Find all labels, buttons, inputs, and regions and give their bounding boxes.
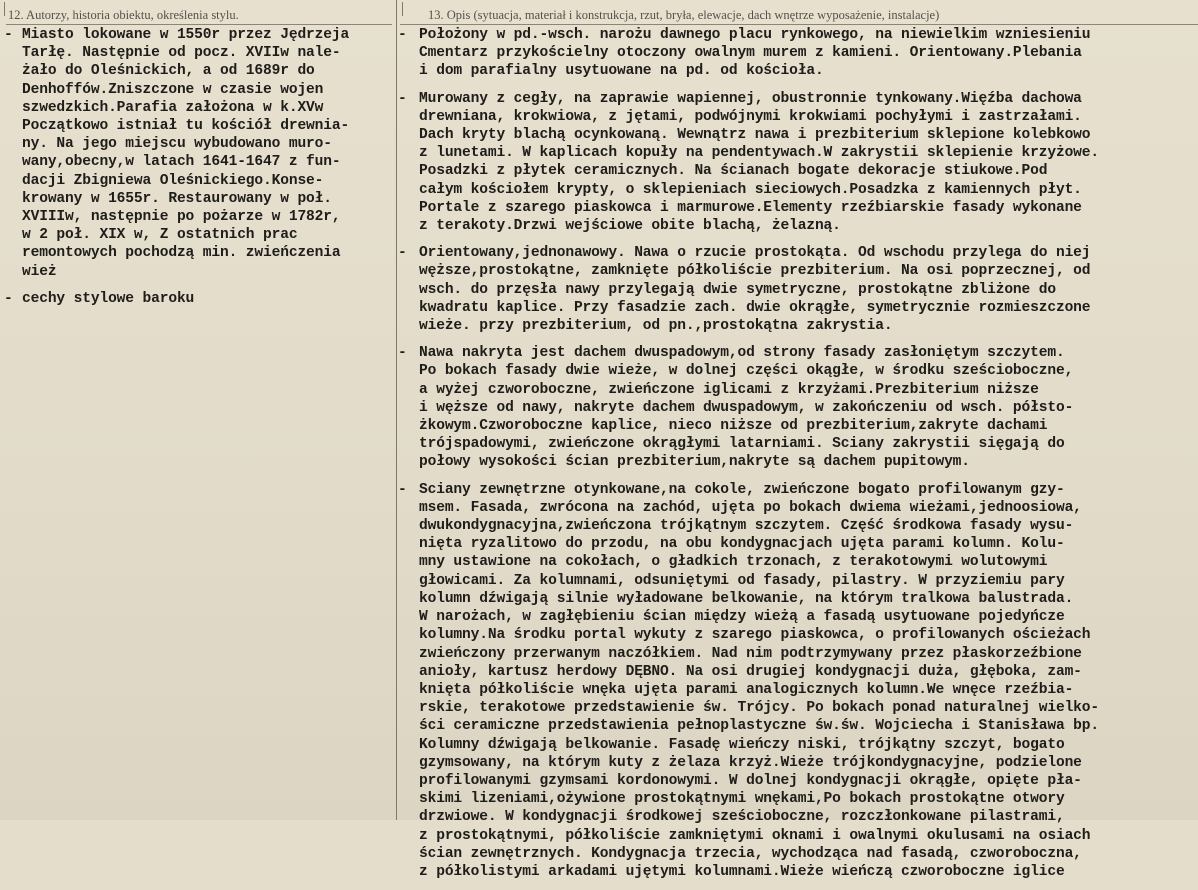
paragraph (398, 244, 1198, 335)
paragraph (398, 481, 1198, 881)
text-line: głowicami. Za kolumnami, odsuniętymi od fasady, pilastry. W przyziemiu pary (419, 572, 1065, 589)
text-line: Miasto lokowane w 1550r przez Jędrzeja (22, 27, 350, 43)
text-line: wsch. do przęsła nawy przylegają dwie symetryczne, prostokątne zbliżone do (419, 281, 1056, 298)
text-line: i węższe od nawy, nakryte dachem dwuspadowym, w zakończeniu od wsch. półsto- (419, 399, 1074, 416)
text-line: rskie, terakotowe przedstawienie św. Trójcy. Po bokach ponad naturalnej wielko- (419, 700, 1100, 717)
text-line: wieże. przy prezbiterium, od pn.,prostokątna zakrystia. (419, 318, 893, 335)
text-line: Po bokach fasady dwie wieże, w dolnej części okągłe, w środku sześcioboczne, (419, 363, 1074, 380)
text-line: ścian zewnętrznych. Kondygnacja trzecia, wychodząca nad fasadą, czworoboczna, (419, 845, 1082, 862)
text-line: drewniana, krokwiowa, z jętami, podwójnymi krokwiami pochyłymi i zastrzałami. (419, 108, 1082, 125)
header-rule-left (6, 24, 392, 25)
text-line: dwukondygnacyjna,zwieńczona trójkątnym szczytem. Część środkowa fasady wysu- (419, 518, 1074, 535)
text-line: nięta ryzalitowo do przodu, na obu kondygnacjach ujęta parami kolumn. Kolu- (419, 536, 1065, 553)
text-line: Dach kryty blachą ocynkowaną. Wewnątrz nawa i prezbiterium sklepione kolebkowo (419, 127, 1091, 144)
text-line: ści ceramiczne przedstawienia pełnoplastyczne św.św. Wojciecha i Stanisława bp. (419, 718, 1100, 735)
text-line: żkowym.Czworoboczne kaplice, nieco niższe od prezbiterium,zakryte dachami (419, 418, 1048, 435)
paragraph-bullet: - (4, 27, 13, 43)
margin-tick (402, 2, 403, 16)
paragraph (398, 26, 1198, 81)
section-12-header: 12. Autorzy, historia obiektu, określenia stylu. (8, 8, 239, 22)
text-line: Sciany zewnętrzne otynkowane,na cokole, zwieńczone bogato profilowanym gzy- (419, 481, 1065, 498)
description-column (398, 26, 1198, 890)
text-line: Położony w pd.-wsch. narożu dawnego placu rynkowego, na niewielkim wzniesieniu (419, 27, 1091, 43)
text-line: Portale z szarego piaskowca i marmurowe.Elementy rzeźbiarskie fasady wykonane (419, 199, 1082, 216)
paragraph-bullet: - (398, 481, 407, 498)
text-line: Orientowany,jednonawowy. Nawa o rzucie prostokąta. Od wschodu przylega do niej (419, 245, 1091, 262)
section-13-header: 13. Opis (sytuacja, materiał i konstrukcja, rzut, bryła, elewacje, dach wnętrze wyposażenie, instalacje) (428, 8, 940, 22)
text-line: XVIIIw, następnie po pożarze w 1782r, (22, 209, 341, 226)
text-line: i dom parafialny usytuowane na pd. od kościoła. (419, 63, 824, 80)
text-line: a wyżej czworoboczne, zwieńczone iglicami z krzyżami.Prezbiterium niższe (419, 381, 1039, 398)
paragraph-bullet: - (4, 290, 13, 307)
text-line: żało do Oleśnickich, a od 1689r do (22, 63, 315, 80)
column-divider (396, 0, 397, 820)
text-line: Nawa nakryta jest dachem dwuspadowym,od strony fasady zasłoniętym szczytem. (419, 345, 1065, 362)
text-line: mny ustawione na cokołach, o gładkich trzonach, z terakotowymi wolutowymi (419, 554, 1048, 571)
paragraph (4, 290, 392, 308)
text-line: skimi lizeniami,ożywione prostokątnymi wnękami,Po bokach prostokątne otwory (419, 791, 1065, 808)
text-line: kolumny.Na środku portal wykuty z szarego piaskowca, o profilowanych ościeżach (419, 627, 1091, 644)
text-line: z terakoty.Drzwi wejściowe obite blachą, żelazną. (419, 218, 841, 235)
text-line: remontowych pochodzą min. zwieńczenia (22, 245, 341, 262)
text-line: dacji Zbigniewa Oleśnickiego.Konse- (22, 172, 324, 189)
paragraph (398, 344, 1198, 471)
text-line: krowany w 1655r. Restaurowany w poł. (22, 190, 332, 207)
text-line: kwadratu kaplice. Przy fasadzie zach. dwie okrągłe, symetrycznie rozmieszczone (419, 299, 1091, 316)
paragraph-bullet: - (398, 245, 407, 262)
text-line: anioły, kartusz herdowy DĘBNO. Na osi drugiej kondygnacji duża, głęboka, zam- (419, 663, 1082, 680)
text-line: Denhoffów.Zniszczone w czasie wojen (22, 81, 324, 98)
text-line: wież (22, 263, 57, 280)
header-rule-right (400, 24, 1198, 25)
text-line: msem. Fasada, zwrócona na zachód, ujęta po bokach dwiema wieżami,jednoosiowa, (419, 499, 1082, 516)
history-column (4, 26, 392, 317)
text-line: cechy stylowe baroku (22, 290, 195, 307)
text-line: szwedzkich.Parafia założona w k.XVw (22, 99, 324, 116)
text-line: gzymsowany, na którym kuty z żelaza krzyż.Wieże trójkondygnacyjne, podzielone (419, 754, 1082, 771)
text-line: z prostokątnymi, półkoliście zamkniętymi oknami i owalnymi okulusami na osiach (419, 827, 1091, 844)
text-line: kolumn dźwigają silnie wyładowane belkowanie, na którym tralkowa balustrada. (419, 590, 1074, 607)
text-line: drzwiowe. W kondygnacji środkowej sześcioboczne, rozczłonkowane pilastrami, (419, 809, 1065, 826)
text-line: połowy wysokości ścian prezbiterium,nakryte są dachem pupitowym. (419, 454, 970, 471)
paragraph-bullet: - (398, 345, 407, 362)
text-line: Cmentarz przykościelny otoczony owalnym murem z kamieni. Orientowany.Plebania (419, 45, 1082, 62)
text-line: Tarłę. Następnie od pocz. XVIIw nale- (22, 45, 341, 62)
text-line: Początkowo istniał tu kościół drewnia- (22, 118, 350, 135)
text-line: z lunetami. W kaplicach kopuły na pendentywach.W zakrystii sklepienie krzyżowe. (419, 145, 1100, 162)
text-line: profilowanymi gzymsami kordonowymi. W dolnej kondygnacji okrągłe, opięte pła- (419, 772, 1082, 789)
text-line: zwieńczony przerwanym naczółkiem. Nad nim podtrzymywany przez płaskorzeźbione (419, 645, 1082, 662)
text-line: Kolumny dźwigają belkowanie. Fasadę wieńczy niski, trójkątny szczyt, bogato (419, 736, 1065, 753)
text-line: Murowany z cegły, na zaprawie wapiennej, obustronnie tynkowany.Więźba dachowa (419, 90, 1082, 107)
paragraph-bullet: - (398, 27, 407, 43)
text-line: węższe,prostokątne, zamknięte półkoliście prezbiterium. Na osi poprzecznej, od (419, 263, 1091, 280)
text-line: knięta półkoliście wnęka ujęta parami analogicznych kolumn.We wnęce rzeźbia- (419, 681, 1074, 698)
text-line: z półkolistymi arkadami ujętymi kolumnami.Wieże wieńczą czworoboczne iglice (419, 863, 1065, 880)
margin-tick (4, 2, 5, 16)
paragraph-bullet: - (398, 90, 407, 107)
text-line: W narożach, w zagłębieniu ścian między wieżą a fasadą usytuowane pojedyńcze (419, 609, 1065, 626)
text-line: w 2 poł. XIX w, Z ostatnich prac (22, 227, 298, 244)
text-line: wany,obecny,w latach 1641-1647 z fun- (22, 154, 341, 171)
text-line: ny. Na jego miejscu wybudowano muro- (22, 136, 332, 153)
text-line: całym kościołem krypty, o sklepieniach sieciowych.Posadzka z kamiennych płyt. (419, 181, 1082, 198)
paragraph (398, 90, 1198, 236)
paragraph (4, 26, 392, 281)
text-line: trójspadowymi, zwieńczone okrągłymi latarniami. Sciany zakrystii sięgają do (419, 436, 1065, 453)
text-line: Posadzki z płytek ceramicznych. Na ścianach bogate dekoracje stiukowe.Pod (419, 163, 1048, 180)
